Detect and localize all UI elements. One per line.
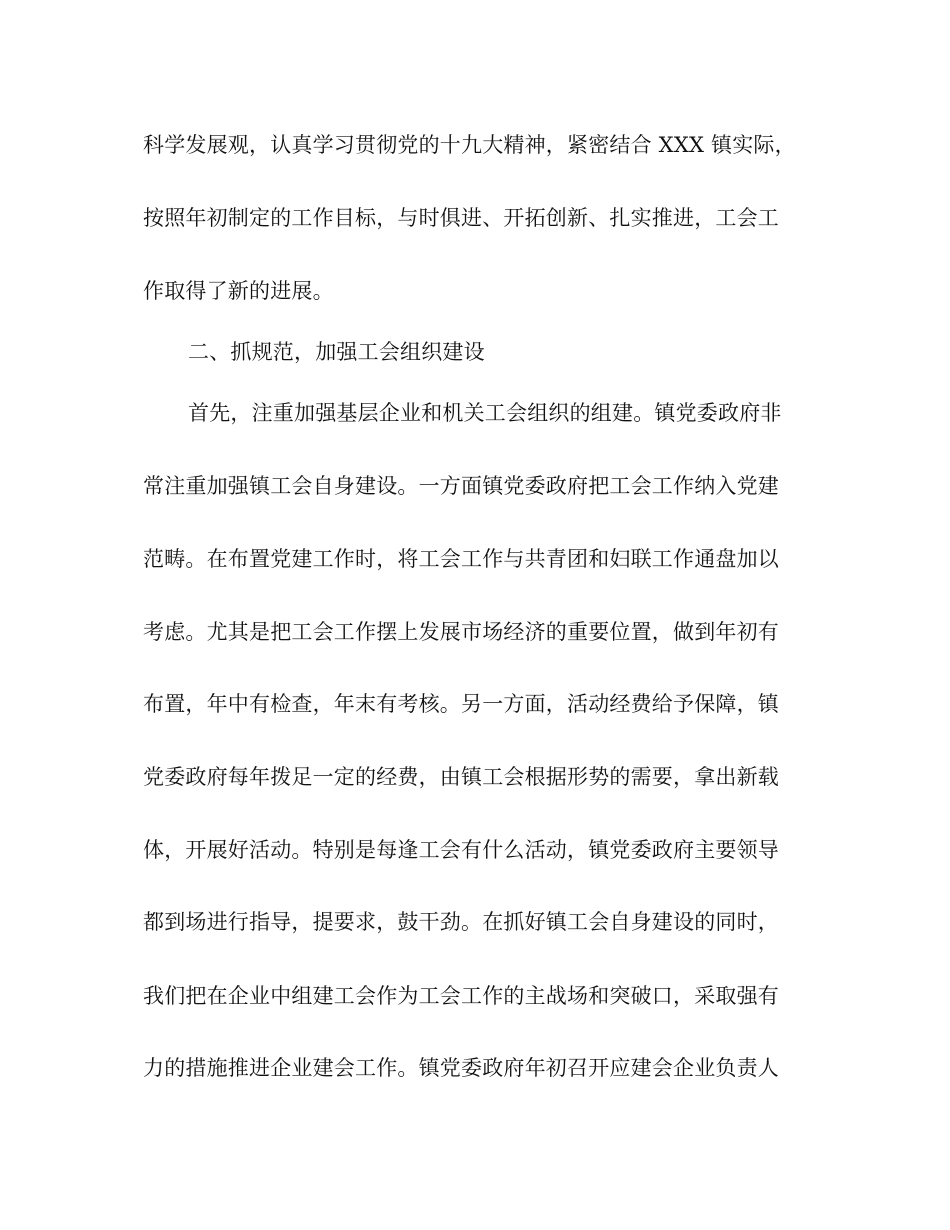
section-heading: 二、抓规范，加强工会组织建设 bbox=[188, 340, 485, 364]
body-text-line: 党委政府每年拨足一定的经费，由镇工会根据形势的需要，拿出新载 bbox=[143, 765, 779, 789]
body-text-line: 力的措施推进企业建会工作。镇党委政府年初召开应建会企业负责人 bbox=[143, 1056, 779, 1080]
body-text-line: 都到场进行指导，提要求，鼓干劲。在抓好镇工会自身建设的同时， bbox=[143, 910, 779, 934]
body-text-line: 体，开展好活动。特别是每逢工会有什么活动，镇党委政府主要领导 bbox=[143, 838, 779, 862]
body-text-line: 常注重加强镇工会自身建设。一方面镇党委政府把工会工作纳入党建 bbox=[143, 474, 779, 498]
body-text-line: 首先，注重加强基层企业和机关工会组织的组建。镇党委政府非 bbox=[188, 401, 782, 425]
body-text-line: 范畴。在布置党建工作时，将工会工作与共青团和妇联工作通盘加以 bbox=[143, 547, 779, 571]
body-text-line: 考虑。尤其是把工会工作摆上发展市场经济的重要位置，做到年初有 bbox=[143, 620, 779, 644]
body-text-line: 按照年初制定的工作目标，与时俱进、开拓创新、扎实推进，工会工 bbox=[143, 206, 779, 230]
body-text-line: 科学发展观，认真学习贯彻党的十九大精神，紧密结合 XXX 镇实际， bbox=[143, 133, 796, 157]
body-text-line: 作取得了新的进展。 bbox=[143, 279, 334, 303]
body-text-line: 我们把在企业中组建工会作为工会工作的主战场和突破口，采取强有 bbox=[143, 984, 779, 1008]
body-text-line: 布置，年中有检查，年末有考核。另一方面，活动经费给予保障，镇 bbox=[143, 692, 779, 716]
